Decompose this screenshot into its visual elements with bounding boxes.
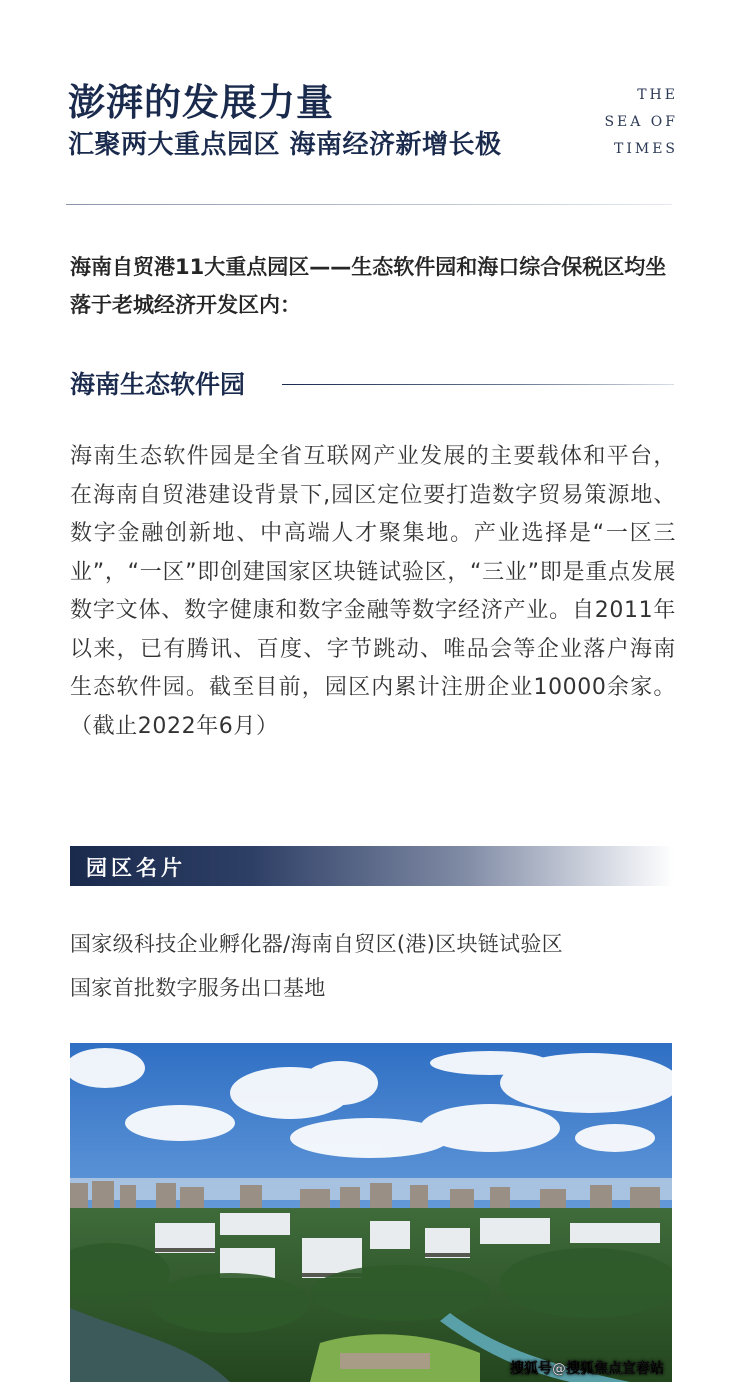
- card-label-band: [70, 846, 674, 886]
- section-divider: [282, 384, 674, 385]
- brand-line: TIMES: [613, 141, 678, 157]
- card-line: 国家级科技企业孵化器/海南自贸区(港)区块链试验区: [70, 932, 563, 956]
- card-line: 国家首批数字服务出口基地: [70, 976, 326, 1000]
- watermark-text: 搜狐号@搜狐焦点宜春站: [510, 1361, 664, 1377]
- section-title: 海南生态软件园: [70, 370, 246, 399]
- park-aerial-photo: [70, 1043, 672, 1382]
- section-paragraph: 海南生态软件园是全省互联网产业发展的主要载体和平台，在海南自贸港建设背景下,园区定位要打造数字贸易策源地、数字金融创新地、中高端人才聚集地。产业选择是“一区三业”，“一区”即创建国家区块链试验区，“三业”即是重点发展数字文体、数字健康和数字金融等数字经济产业。自2011年以来，已有腾讯、百度、字节跳动、唯品会等企业落户海南生态软件园。截至目前，园区内累计注册企业10000余家。（截止2022年6月）: [70, 444, 676, 739]
- header-divider: [66, 204, 672, 205]
- brand-line: THE: [637, 87, 678, 103]
- page-subtitle: 汇聚两大重点园区 海南经济新增长极: [68, 130, 502, 160]
- card-label: 园区名片: [86, 855, 186, 880]
- brand-logo: [604, 82, 678, 163]
- page-title: 澎湃的发展力量: [68, 80, 334, 124]
- intro-text: 海南自贸港11大重点园区——生态软件园和海口综合保税区均坐落于老城经济开发区内：: [70, 255, 667, 317]
- brand-line: SEA OF: [604, 114, 678, 130]
